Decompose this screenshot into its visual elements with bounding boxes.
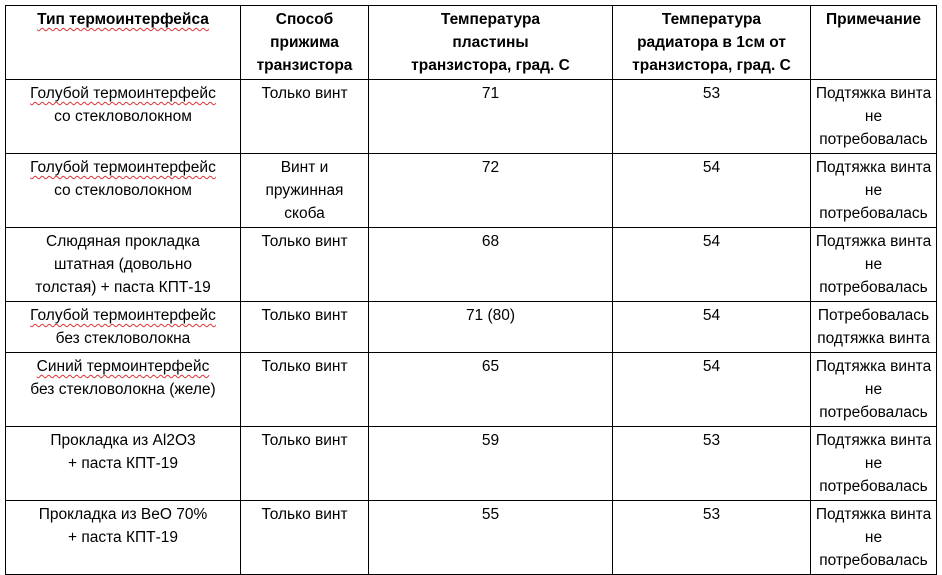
cell-clamp-method <box>241 154 369 228</box>
cell-line: без стекловолокна <box>55 330 191 347</box>
header-line: Температура <box>661 11 762 28</box>
cell-line: толстая) + паста КПТ-19 <box>35 279 211 296</box>
cell-line: Голубой термоинтерфейс <box>30 85 216 102</box>
cell-line: Слюдяная прокладка <box>46 233 200 250</box>
cell-clamp-method <box>241 501 369 575</box>
cell-line: не потребовалась <box>819 108 928 148</box>
header-line: Температура <box>440 11 541 28</box>
cell-plate-temp: 72 <box>369 154 613 228</box>
cell-line: Только винт <box>261 85 348 102</box>
header-line: Тип термоинтерфейса <box>37 11 209 28</box>
table-row <box>6 501 937 575</box>
cell-line: Только винт <box>261 358 348 375</box>
cell-line: Прокладка из Al2O3 <box>50 432 196 449</box>
header-line: пластины <box>452 34 529 51</box>
header-plate-temp <box>369 6 613 80</box>
table-row <box>6 302 937 353</box>
cell-plate-temp: 55 <box>369 501 613 575</box>
cell-note <box>811 154 937 228</box>
cell-line: Только винт <box>261 233 348 250</box>
header-note <box>811 6 937 80</box>
cell-plate-temp: 59 <box>369 427 613 501</box>
cell-line: скоба <box>284 205 325 222</box>
thermal-interface-table <box>5 5 937 575</box>
cell-line: + паста КПТ-19 <box>67 455 178 472</box>
header-line: Способ <box>275 11 334 28</box>
cell-plate-temp: 68 <box>369 228 613 302</box>
cell-plate-temp: 65 <box>369 353 613 427</box>
cell-plate-temp: 71 (80) <box>369 302 613 353</box>
cell-line: не потребовалась <box>819 381 928 421</box>
cell-line: Потребовалась <box>817 307 930 324</box>
cell-line: штатная (довольно <box>53 256 193 273</box>
cell-line: + паста КПТ-19 <box>67 529 178 546</box>
cell-line: Подтяжка винта <box>815 85 932 102</box>
header-line: Примечание <box>826 11 921 28</box>
header-line: транзистора, град. С <box>632 57 791 74</box>
cell-note <box>811 228 937 302</box>
cell-radiator-temp: 53 <box>613 427 811 501</box>
cell-clamp-method <box>241 80 369 154</box>
header-interface-type <box>6 6 241 80</box>
cell-radiator-temp: 54 <box>613 353 811 427</box>
cell-line: со стекловолокном <box>54 108 192 125</box>
cell-clamp-method <box>241 302 369 353</box>
cell-plate-temp: 71 <box>369 80 613 154</box>
cell-line: Только винт <box>261 307 348 324</box>
header-clamp-method <box>241 6 369 80</box>
cell-line: Подтяжка винта <box>815 432 932 449</box>
cell-line: Прокладка из BeO 70% <box>38 506 208 523</box>
cell-note <box>811 302 937 353</box>
cell-line: пружинная <box>265 182 344 199</box>
cell-line: Голубой термоинтерфейс <box>30 307 216 324</box>
cell-line: Синий термоинтерфейс <box>36 358 210 375</box>
cell-radiator-temp: 54 <box>613 228 811 302</box>
cell-interface-type <box>6 353 241 427</box>
cell-radiator-temp: 54 <box>613 154 811 228</box>
table-row <box>6 80 937 154</box>
cell-interface-type <box>6 228 241 302</box>
cell-interface-type <box>6 302 241 353</box>
cell-note <box>811 353 937 427</box>
cell-radiator-temp: 54 <box>613 302 811 353</box>
header-line: радиатора в 1см от <box>637 34 786 51</box>
cell-note <box>811 80 937 154</box>
cell-interface-type <box>6 154 241 228</box>
cell-clamp-method <box>241 353 369 427</box>
header-radiator-temp <box>613 6 811 80</box>
cell-line: Винт и <box>280 159 329 176</box>
cell-line: не потребовалась <box>819 256 928 296</box>
header-row <box>6 6 937 80</box>
cell-line: Подтяжка винта <box>815 506 932 523</box>
cell-line: подтяжка винта <box>817 330 930 347</box>
cell-line: без стекловолокна (желе) <box>30 381 216 398</box>
cell-line: Только винт <box>261 506 348 523</box>
cell-interface-type <box>6 501 241 575</box>
cell-line: Подтяжка винта <box>815 358 932 375</box>
cell-radiator-temp: 53 <box>613 501 811 575</box>
cell-line: Подтяжка винта <box>815 233 932 250</box>
cell-radiator-temp: 53 <box>613 80 811 154</box>
table-row <box>6 154 937 228</box>
cell-line: со стекловолокном <box>54 182 192 199</box>
table-row <box>6 228 937 302</box>
cell-line: Подтяжка винта <box>815 159 932 176</box>
cell-interface-type <box>6 80 241 154</box>
cell-line: Голубой термоинтерфейс <box>30 159 216 176</box>
cell-note <box>811 501 937 575</box>
cell-line: не потребовалась <box>819 455 928 495</box>
cell-line: не потребовалась <box>819 182 928 222</box>
header-line: транзистора, град. С <box>411 57 570 74</box>
header-line: транзистора <box>256 57 353 74</box>
cell-line: Только винт <box>261 432 348 449</box>
table-row <box>6 353 937 427</box>
header-line: прижима <box>270 34 339 51</box>
cell-clamp-method <box>241 228 369 302</box>
cell-line: не потребовалась <box>819 529 928 569</box>
